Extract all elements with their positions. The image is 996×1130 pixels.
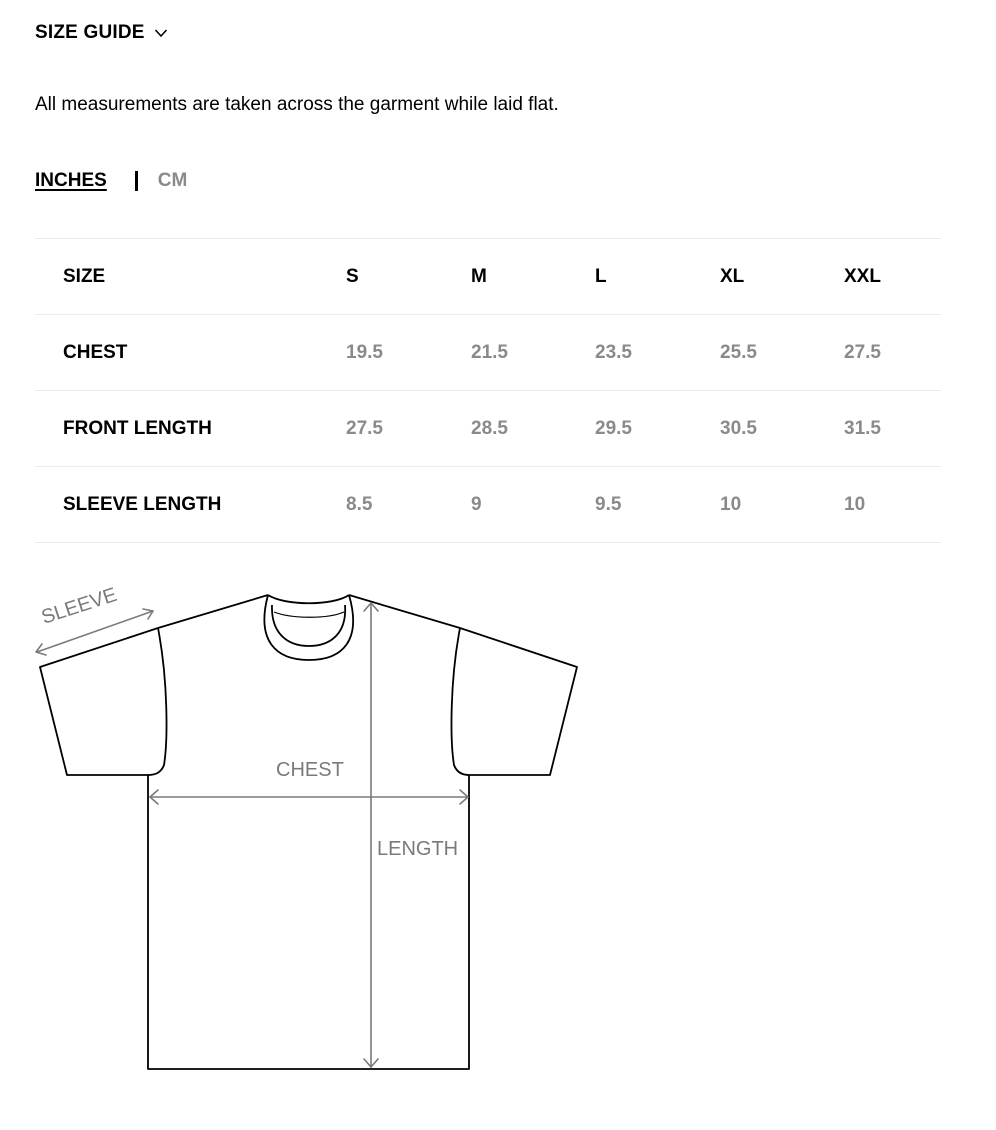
length-label: LENGTH: [377, 838, 459, 860]
table-cell: 30.5: [720, 417, 757, 439]
size-header-m: M: [471, 265, 487, 287]
row-label-front-length: FRONT LENGTH: [63, 417, 212, 439]
sleeve-label: SLEEVE: [38, 583, 120, 629]
table-cell: 27.5: [844, 341, 881, 363]
table-cell: 10: [844, 493, 866, 515]
table-row: [35, 467, 941, 543]
size-header-xl: XL: [720, 265, 745, 287]
row-label-sleeve-length: SLEEVE LENGTH: [63, 493, 222, 515]
chevron-down-icon: [154, 28, 168, 38]
chest-label: CHEST: [276, 759, 344, 781]
size-header-label: SIZE: [63, 265, 106, 287]
table-cell: 29.5: [595, 417, 632, 439]
table-row: [35, 391, 941, 467]
unit-separator: [135, 171, 138, 191]
table-row: [35, 315, 941, 391]
table-cell: 9.5: [595, 493, 622, 515]
size-table: [35, 238, 941, 543]
chest-measurement-arrow: [150, 790, 468, 804]
size-guide-toggle[interactable]: [35, 22, 168, 44]
table-cell: 21.5: [471, 341, 508, 363]
table-cell: 31.5: [844, 417, 881, 439]
row-label-chest: CHEST: [63, 341, 128, 363]
measurement-note: All measurements are taken across the garment while laid flat.: [35, 94, 559, 115]
table-cell: 23.5: [595, 341, 632, 363]
unit-toggle: [35, 170, 187, 192]
table-cell: 25.5: [720, 341, 757, 363]
table-cell: 19.5: [346, 341, 383, 363]
table-cell: 28.5: [471, 417, 508, 439]
length-measurement-arrow: [364, 603, 378, 1067]
size-header-s: S: [346, 265, 359, 287]
tshirt-measurement-diagram: [0, 560, 620, 1090]
table-cell: 9: [471, 493, 482, 515]
table-cell: 27.5: [346, 417, 383, 439]
tshirt-outline: [40, 595, 577, 1069]
unit-cm-tab[interactable]: CM: [157, 170, 188, 191]
unit-inches-tab[interactable]: INCHES: [35, 170, 107, 191]
size-guide-title: SIZE GUIDE: [35, 22, 145, 43]
table-cell: 8.5: [346, 493, 373, 515]
table-header-row: [35, 239, 941, 315]
size-header-xxl: XXL: [844, 265, 881, 287]
table-cell: 10: [720, 493, 742, 515]
size-header-l: L: [595, 265, 607, 287]
